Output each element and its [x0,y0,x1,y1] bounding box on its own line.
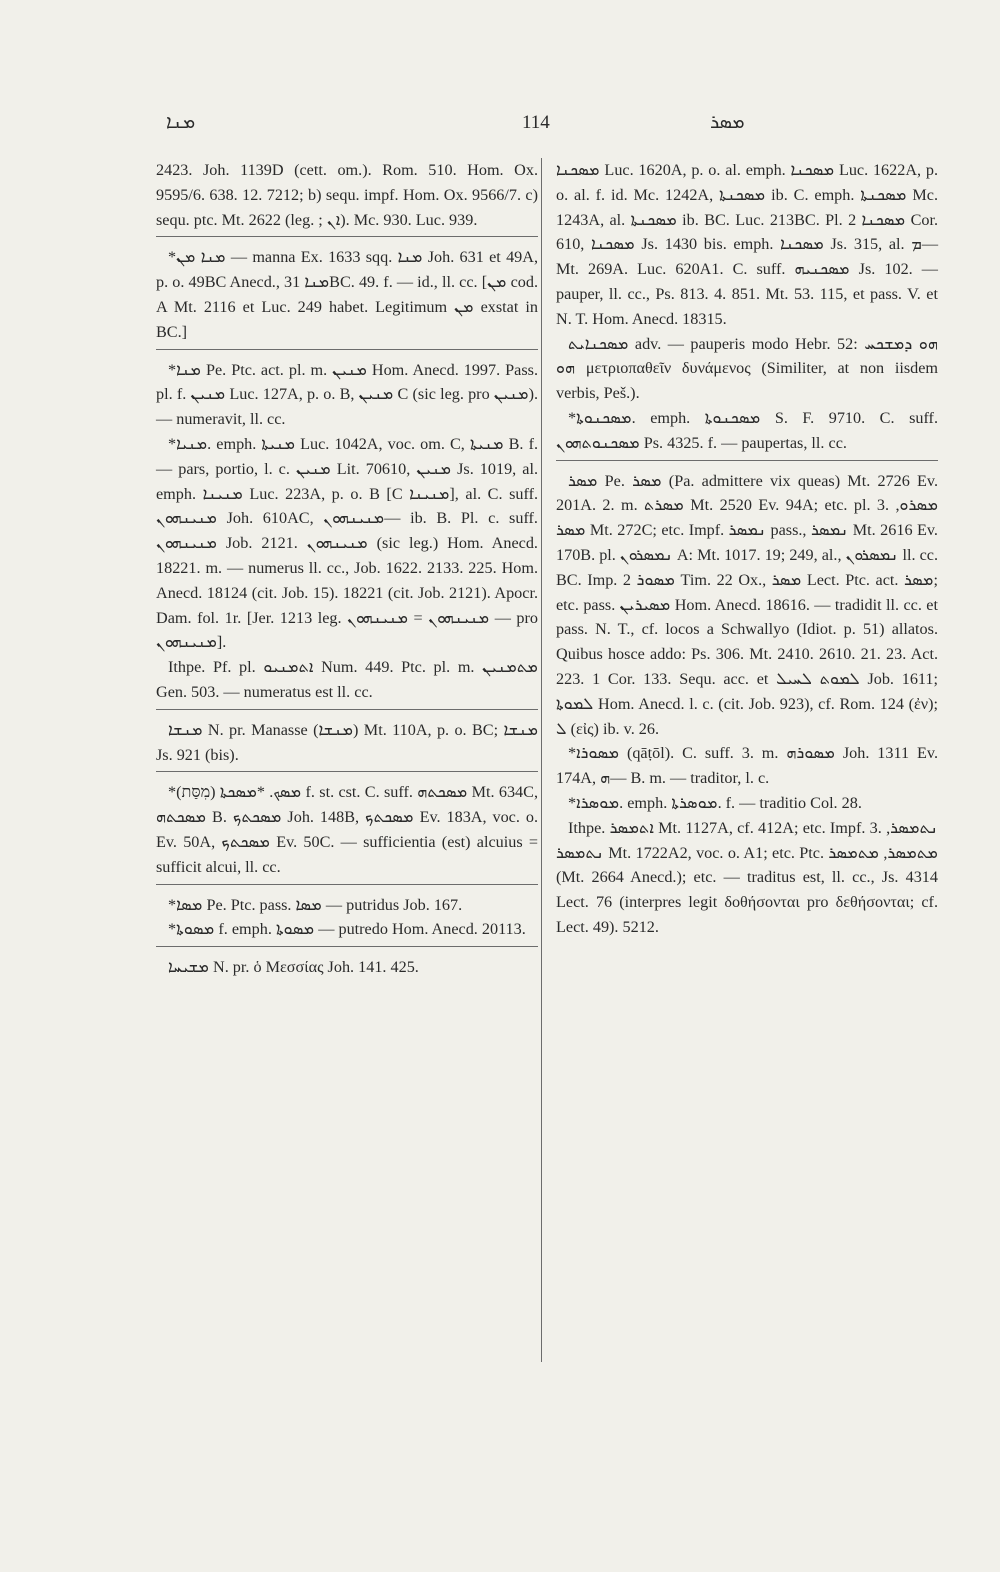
entry-separator-rule [156,771,538,772]
dictionary-entry: *ܡܢܐ Pe. Ptc. act. pl. m. ܡܢܝܢ Hom. Anecd. 1997. Pass. pl. f. ܡܢܝܢ Luc. 127A, p. o. B, ܡܢܝܢ C (sic leg. pro ܡܢܝܢ). — numeravit, ll. cc. [156,360,539,429]
running-header [156,112,936,142]
dictionary-entry: *ܡܣܐ Pe. Ptc. pass. ܡܣܐ — putridus Job. 167. [168,895,463,914]
dictionary-entry: Ithpe. ܐܬܡܣܪ Mt. 1127A, cf. 412A; etc. Impf. 3. ܢܬܡܣܪ, ܢܬܡܣܪ Mt. 1722A2, voc. o. A1; etc. Ptc. ܡܬܡܣܪ, ܡܬܡܣܪ (Mt. 2664 Anecd.); etc. — traditus est, ll. cc., Js. 4314 Lect. 76 (interpres legit δοθήσονται pro δεθήσονται; cf. Lect. 49). 5212. [556,818,938,936]
entry-separator-rule [156,236,538,237]
dictionary-entry: ܡܢܫܐ N. pr. Manasse (ܡܢܫܐ) Mt. 110A, p. o. BC; ܡܢܫܐ Js. 921 (bis). [156,720,539,764]
entry-separator-rule [156,709,538,710]
dictionary-entry: *ܡܣܘܬܐ f. emph. ܡܣܘܬܐ — putredo Hom. Anecd. 20113. [168,920,526,939]
dictionary-entry: *ܡܢܐ ܡܢ — manna Ex. 1633 sqq. ܡܢܐ Joh. 631 et 49A, p. o. 49BC Anecd., ܡܢܐ 31BC. 49. f. — id., ll. cc. [ܡܢ cod. A Mt. 2116 et Luc. 249 habet. Legitimum ܡܢ exstat in BC.] [156,248,538,341]
column-divider [541,158,542,1362]
dictionary-entry: ܡܣܟܢܐܝܬ adv. — pauperis modo Hebr. 52: ܗܘ ܕܡܫܟܚ ܗܘ μετριοπαθεῖν δυνάμενος (Similiter, at non iisdem verbis, Peš.). [556,334,938,403]
dictionary-entry: ܡܣܟܢܐ Luc. 1620A, p. o. al. emph. ܡܣܟܢܐ Luc. 1622A, p. o. al. f. id. Mc. 1242A, ܡܣܟܢܬܐ ib. C. emph. ܡܣܟܢܬܐ Mc. 1243A, al. ܡܣܟܢܬܐ ib. BC. Luc. 213BC. Pl. ܡܣܟܢܐ 2 Cor. 610, ܡܣܟܢܐ Js. 1430 bis. emph. ܡܣܟܢܐ Js. 315, al. ܡ— Mt. 269A. Luc. 620A1. C. suff. ܡܣܟܢܝܗ Js. 102. — pauper, ll. cc., Ps. 813. 4. 851. Mt. 53. 115, et pass. V. et N. T. Hom. Anecd. 18315. [556,161,939,328]
dictionary-entry: ܡܫܝܚܐ N. pr. ὁ Μεσσίας Joh. 141. 425. [168,958,419,977]
header-right-catchword: ܡܣܪ [710,112,745,133]
dictionary-entry: *ܡܘܣܪܐ. emph. ܡܘܣܪܬܐ. f. — traditio Col. 28. [568,793,862,812]
dictionary-entry: *ܡܣܟܢܘܬܐ. emph. ܡܣܟܢܘܬܐ S. F. 9710. C. suff. ܡܣܟܢܘܬܗܘܢ Ps. 4325. f. — paupertas, ll. cc. [556,408,938,452]
page-number: 114 [522,112,550,133]
dictionary-entry: *ܡܢܝܐ. emph. ܡܢܝܬܐ Luc. 1042A, voc. om. C, ܡܢܝܬܐ B. f. — pars, portio, l. c. ܡܢܝܢ Lit. 70610, ܡܢܝܢ Js. 1019, al. emph. ܡܢܝܢܐ Luc. 223A, p. o. B [C ܡܢܝܢܐ], al. C. suff. ܡܢܝܢܗܘܢ Joh. 610AC, ܡܢܝܢܗܘܢ— ib. B. Pl. c. suff. ܡܢܝܢܗܘܢ Job. 2121. ܡܢܝܢܗܘܢ (sic leg.) Hom. Anecd. 18221. m. — numerus ll. cc., Job. 1622. 2133. 225. Hom. Anecd. 18124 (cit. Job. 15). 18221 (cit. Job. 2121). Apocr. Dam. fol. 1r. [Jer. 1213 leg. ܡܢܝܢܗܘܢ = ܡܢܝܢܗܘܢ — pro ܡܢܝܢܗܘܢ]. [156,434,539,652]
dictionary-entry: 2423. Joh. 1139D (cett. om.). Rom. 510. Hom. Ox. 9595/6. 638. 12. 7212; b) sequ. impf. Hom. Ox. 9566/7. c) sequ. ptc. Mt. 2622 (leg. ; ܐܢ). Mc. 930. Luc. 939. [156,161,538,229]
left-column [156,158,538,980]
dictionary-entry: Ithpe. Pf. pl. ܐܬܡܢܝܘ Num. 449. Ptc. pl. m. ܡܬܡܢܝܢ Gen. 503. — numeratus est ll. cc. [156,658,538,701]
entry-separator-rule [556,460,938,461]
entry-separator-rule [156,946,538,947]
dictionary-entry: *ܡܣܘܪܐ (qāṭōl). C. suff. 3. m. ܡܣܘܪܗ Joh. 1311 Ev. 174A, ܗ— B. m. — traditor, l. c. [556,744,938,788]
right-column [556,158,938,940]
entry-separator-rule [156,884,538,885]
header-left-catchword: ܡܢܐ [166,112,196,133]
dictionary-entry: ܡܣܪ Pe. ܡܣܪ (Pa. admittere vix queas) Mt. 2726 Ev. 201A. 2. m. ܡܣܪܬ Mt. 2520 Ev. 94A; etc. pl. 3. ܡܣܪܘ, ܡܣܪ Mt. 272C; etc. Impf. ܢܡܣܪ pass., ܢܡܣܪ Mt. 2616 Ev. 170B. pl. ܢܡܣܪܘܢ A: Mt. 1017. 19; 249, al., ܢܡܣܪܘܢ ll. cc. BC. Imp. ܡܣܘܪ 2 Tim. 22 Ox., ܡܣܪ Lect. Ptc. act. ܡܣܪ; etc. pass. ܡܣܝܪܝܢ Hom. Anecd. 18616. — tradidit ll. cc. et pass. N. T., cf. locos a Schwallyo (Idiot. p. 51) allatos. Quibus hosce addo: Ps. 306. Mt. 2410. 2610. 21. 23. Act. 223. 1 Cor. 133. Sequ. acc. et ܠܡܘܬ ܠܚܝܠ Job. 1611; ܠܡܘܬܐ Hom. Anecd. l. c. (cit. Job. 923), cf. Rom. 124 (ἐν); ܠ (εἰς) ib. v. 26. [556,471,939,738]
dictionary-entry: *ܡܣܟ. *ܡܣܟܬܐ (מִסַּת) f. st. cst. C. suff. ܡܣܟܬܗ Mt. 634C, ܡܣܟܬܗ B. ܡܣܟܬܟ Joh. 148B, ܡܣܟܬܟ Ev. 183A, voc. o. Ev. 50A, ܡܣܟܬܟ Ev. 50C. — sufficientia (est) alcuius = sufficit alcui, ll. cc. [156,783,538,876]
entry-separator-rule [156,349,538,350]
